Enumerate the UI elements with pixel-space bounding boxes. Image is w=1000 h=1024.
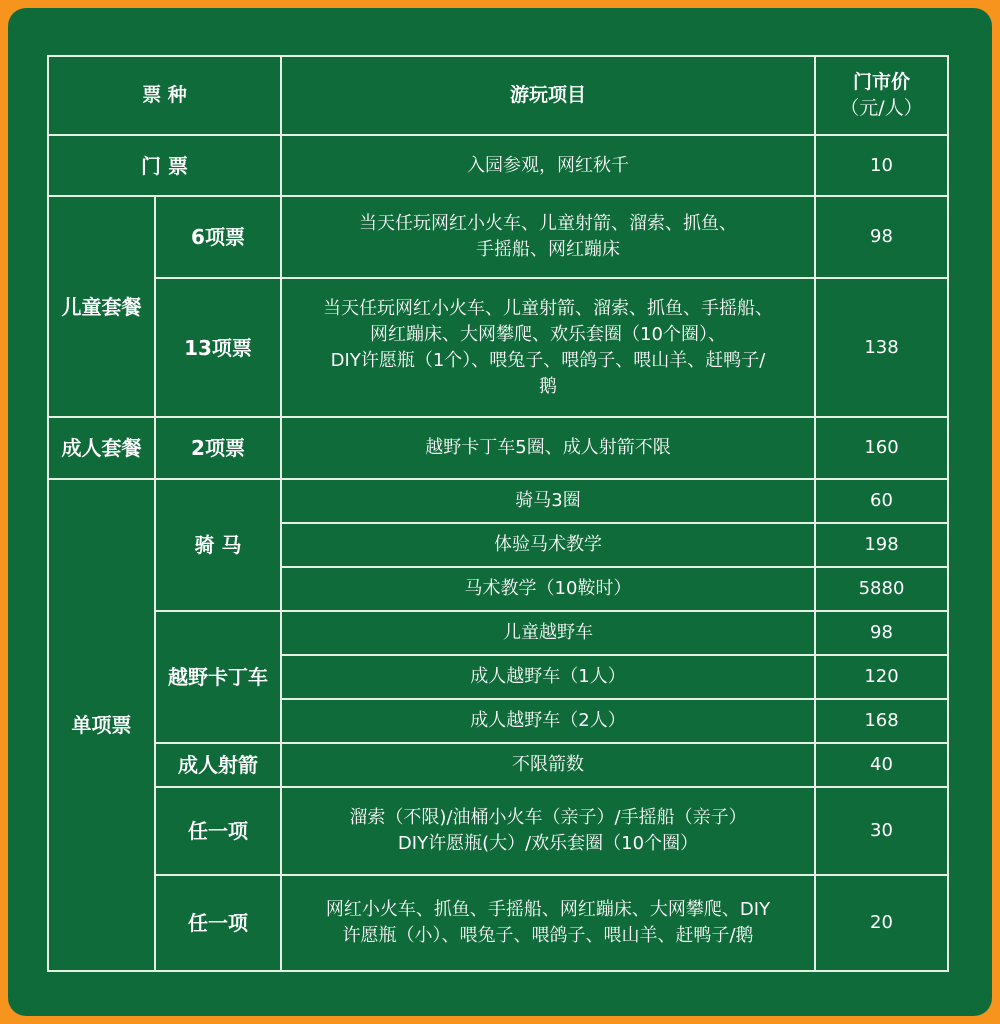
- header-ticket-type: 票 种: [48, 56, 281, 135]
- any2-row: [48, 875, 948, 971]
- green-board: [8, 8, 992, 1016]
- adult-name: 2项票: [155, 417, 281, 478]
- any1-items-line: 溜索（不限)/油桶小火车（亲子）/手摇船（亲子）: [349, 806, 747, 828]
- any2-items-line: 网红小火车、抓鱼、手摇船、网红蹦床、大网攀爬、DIY: [325, 898, 771, 920]
- kids-6-row: [48, 196, 948, 278]
- any1-items: [281, 787, 815, 875]
- horse-item: 马术教学（10鞍时）: [281, 567, 815, 611]
- gate-items: 入园参观，网红秋千: [281, 135, 815, 196]
- header-price-line2: （元/人）: [840, 97, 923, 120]
- price-table: [47, 55, 949, 972]
- archery-row: [48, 743, 948, 787]
- horse-name: 骑 马: [155, 479, 281, 611]
- kids-6-name: 6项票: [155, 196, 281, 278]
- kids-13-items: [281, 278, 815, 417]
- adult-price: 160: [815, 417, 948, 478]
- kids-6-items: [281, 196, 815, 278]
- kids-6-items-line: 当天任玩网红小火车、儿童射箭、溜索、抓鱼、: [359, 213, 737, 235]
- gate-row: [48, 135, 948, 196]
- kids-13-items-line: 当天任玩网红小火车、儿童射箭、溜索、抓鱼、手摇船、: [323, 297, 773, 319]
- kids-package-label: 儿童套餐: [48, 196, 155, 417]
- archery-name: 成人射箭: [155, 743, 281, 787]
- kart-price: 168: [815, 699, 948, 743]
- horse-item: 骑马3圈: [281, 479, 815, 523]
- kids-6-price: 98: [815, 196, 948, 278]
- adult-row: [48, 417, 948, 478]
- any2-name: 任一项: [155, 875, 281, 971]
- kids-13-items-line: 鹅: [539, 375, 557, 397]
- horse-price: 60: [815, 479, 948, 523]
- kart-price: 98: [815, 611, 948, 655]
- any2-items-line: 许愿瓶（小）、喂兔子、喂鸽子、喂山羊、赶鸭子/鹅: [342, 924, 754, 946]
- any1-price: 30: [815, 787, 948, 875]
- horse-row-1: [48, 479, 948, 523]
- kids-6-items-line: 手摇船、网红蹦床: [476, 239, 620, 261]
- kart-row-1: [48, 611, 948, 655]
- gate-label: 门 票: [48, 135, 281, 196]
- horse-price: 198: [815, 523, 948, 567]
- archery-price: 40: [815, 743, 948, 787]
- any1-items-line: DIY许愿瓶(大）/欢乐套圈（10个圈）: [397, 832, 699, 854]
- kids-13-row: [48, 278, 948, 417]
- any2-items: [281, 875, 815, 971]
- kids-13-items-line: 网红蹦床、大网攀爬、欢乐套圈（10个圈）、: [370, 323, 726, 345]
- kart-name: 越野卡丁车: [155, 611, 281, 743]
- kids-13-name: 13项票: [155, 278, 281, 417]
- any2-price: 20: [815, 875, 948, 971]
- kart-item: 成人越野车（1人）: [281, 655, 815, 699]
- kart-item: 儿童越野车: [281, 611, 815, 655]
- any1-name: 任一项: [155, 787, 281, 875]
- kart-price: 120: [815, 655, 948, 699]
- archery-item: 不限箭数: [281, 743, 815, 787]
- horse-item: 体验马术教学: [281, 523, 815, 567]
- horse-price: 5880: [815, 567, 948, 611]
- adult-package-label: 成人套餐: [48, 417, 155, 478]
- single-label: 单项票: [48, 479, 155, 971]
- header-items: 游玩项目: [281, 56, 815, 135]
- header-price: [815, 56, 948, 135]
- kart-item: 成人越野车（2人）: [281, 699, 815, 743]
- header-price-line1: 门市价: [852, 71, 910, 94]
- gate-price: 10: [815, 135, 948, 196]
- header-row: [48, 56, 948, 135]
- kids-13-items-line: DIY许愿瓶（1个）、喂兔子、喂鸽子、喂山羊、赶鸭子/: [330, 349, 766, 371]
- kids-13-price: 138: [815, 278, 948, 417]
- adult-items: 越野卡丁车5圈、成人射箭不限: [281, 417, 815, 478]
- any1-row: [48, 787, 948, 875]
